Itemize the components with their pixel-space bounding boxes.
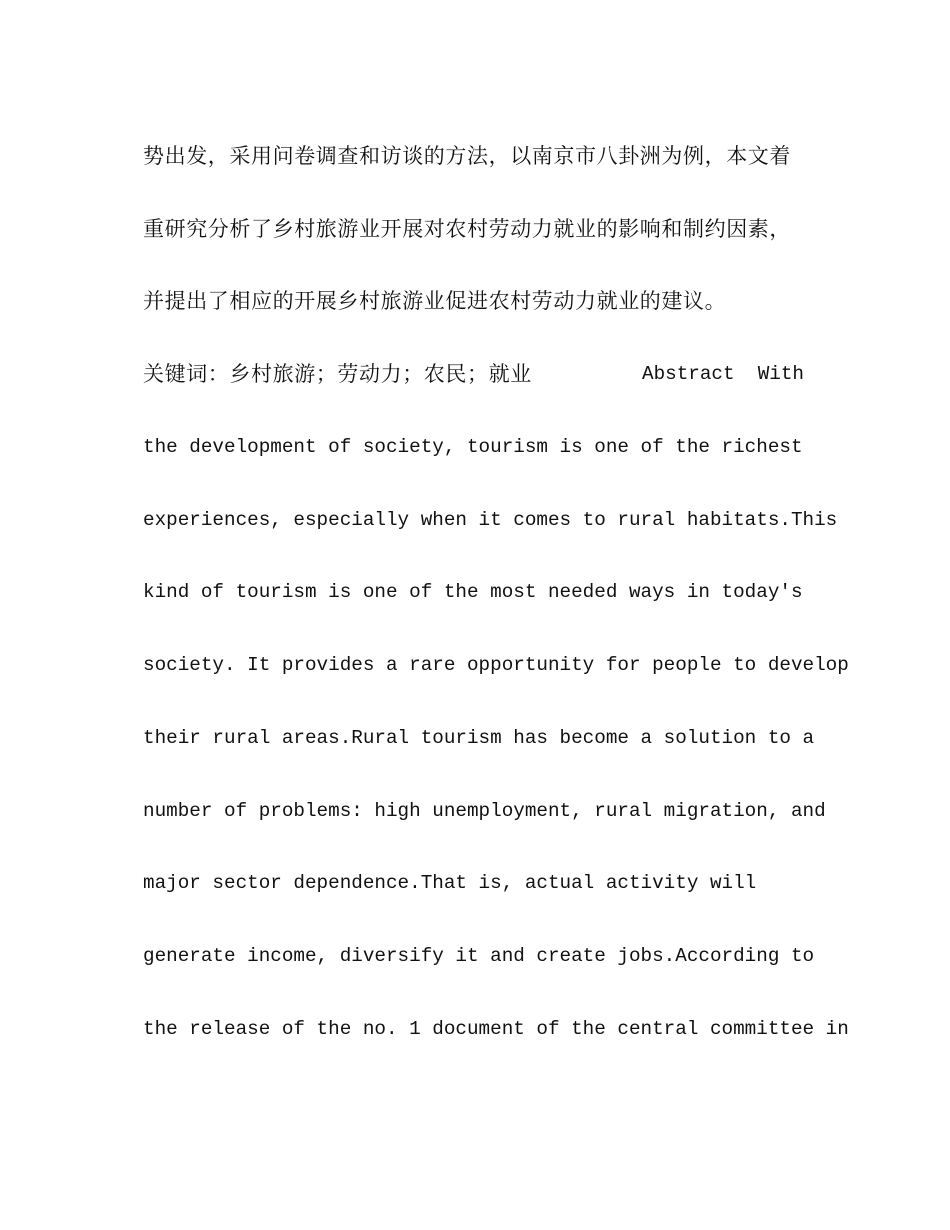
keywords-text: 关键词：乡村旅游；劳动力；农民；就业 <box>143 362 532 386</box>
abstract-text-line: the release of the no. 1 document of the central committee in <box>143 1018 849 1040</box>
abstract-text-line: major sector dependence.That is, actual activity will <box>143 872 757 894</box>
body-text-line: 重研究分析了乡村旅游业开展对农村劳动力就业的影响和制约因素， <box>143 217 791 241</box>
abstract-text-line: society. It provides a rare opportunity for people to develop <box>143 654 849 676</box>
abstract-heading: Abstract With <box>642 363 804 385</box>
abstract-text-line: generate income, diversify it and create jobs.According to <box>143 945 815 967</box>
keywords-row <box>143 359 808 389</box>
abstract-text-line: experiences, especially when it comes to rural habitats.This <box>143 509 838 531</box>
body-text-line: 势出发，采用问卷调查和访谈的方法，以南京市八卦洲为例，本文着 <box>143 144 791 168</box>
abstract-text-line: the development of society, tourism is one of the richest <box>143 436 803 458</box>
body-text-line: 并提出了相应的开展乡村旅游业促进农村劳动力就业的建议。 <box>143 289 727 313</box>
abstract-text-line: number of problems: high unemployment, rural migration, and <box>143 800 826 822</box>
abstract-text-line: their rural areas.Rural tourism has become a solution to a <box>143 727 815 749</box>
abstract-text-line: kind of tourism is one of the most needed ways in today′s <box>143 581 803 603</box>
